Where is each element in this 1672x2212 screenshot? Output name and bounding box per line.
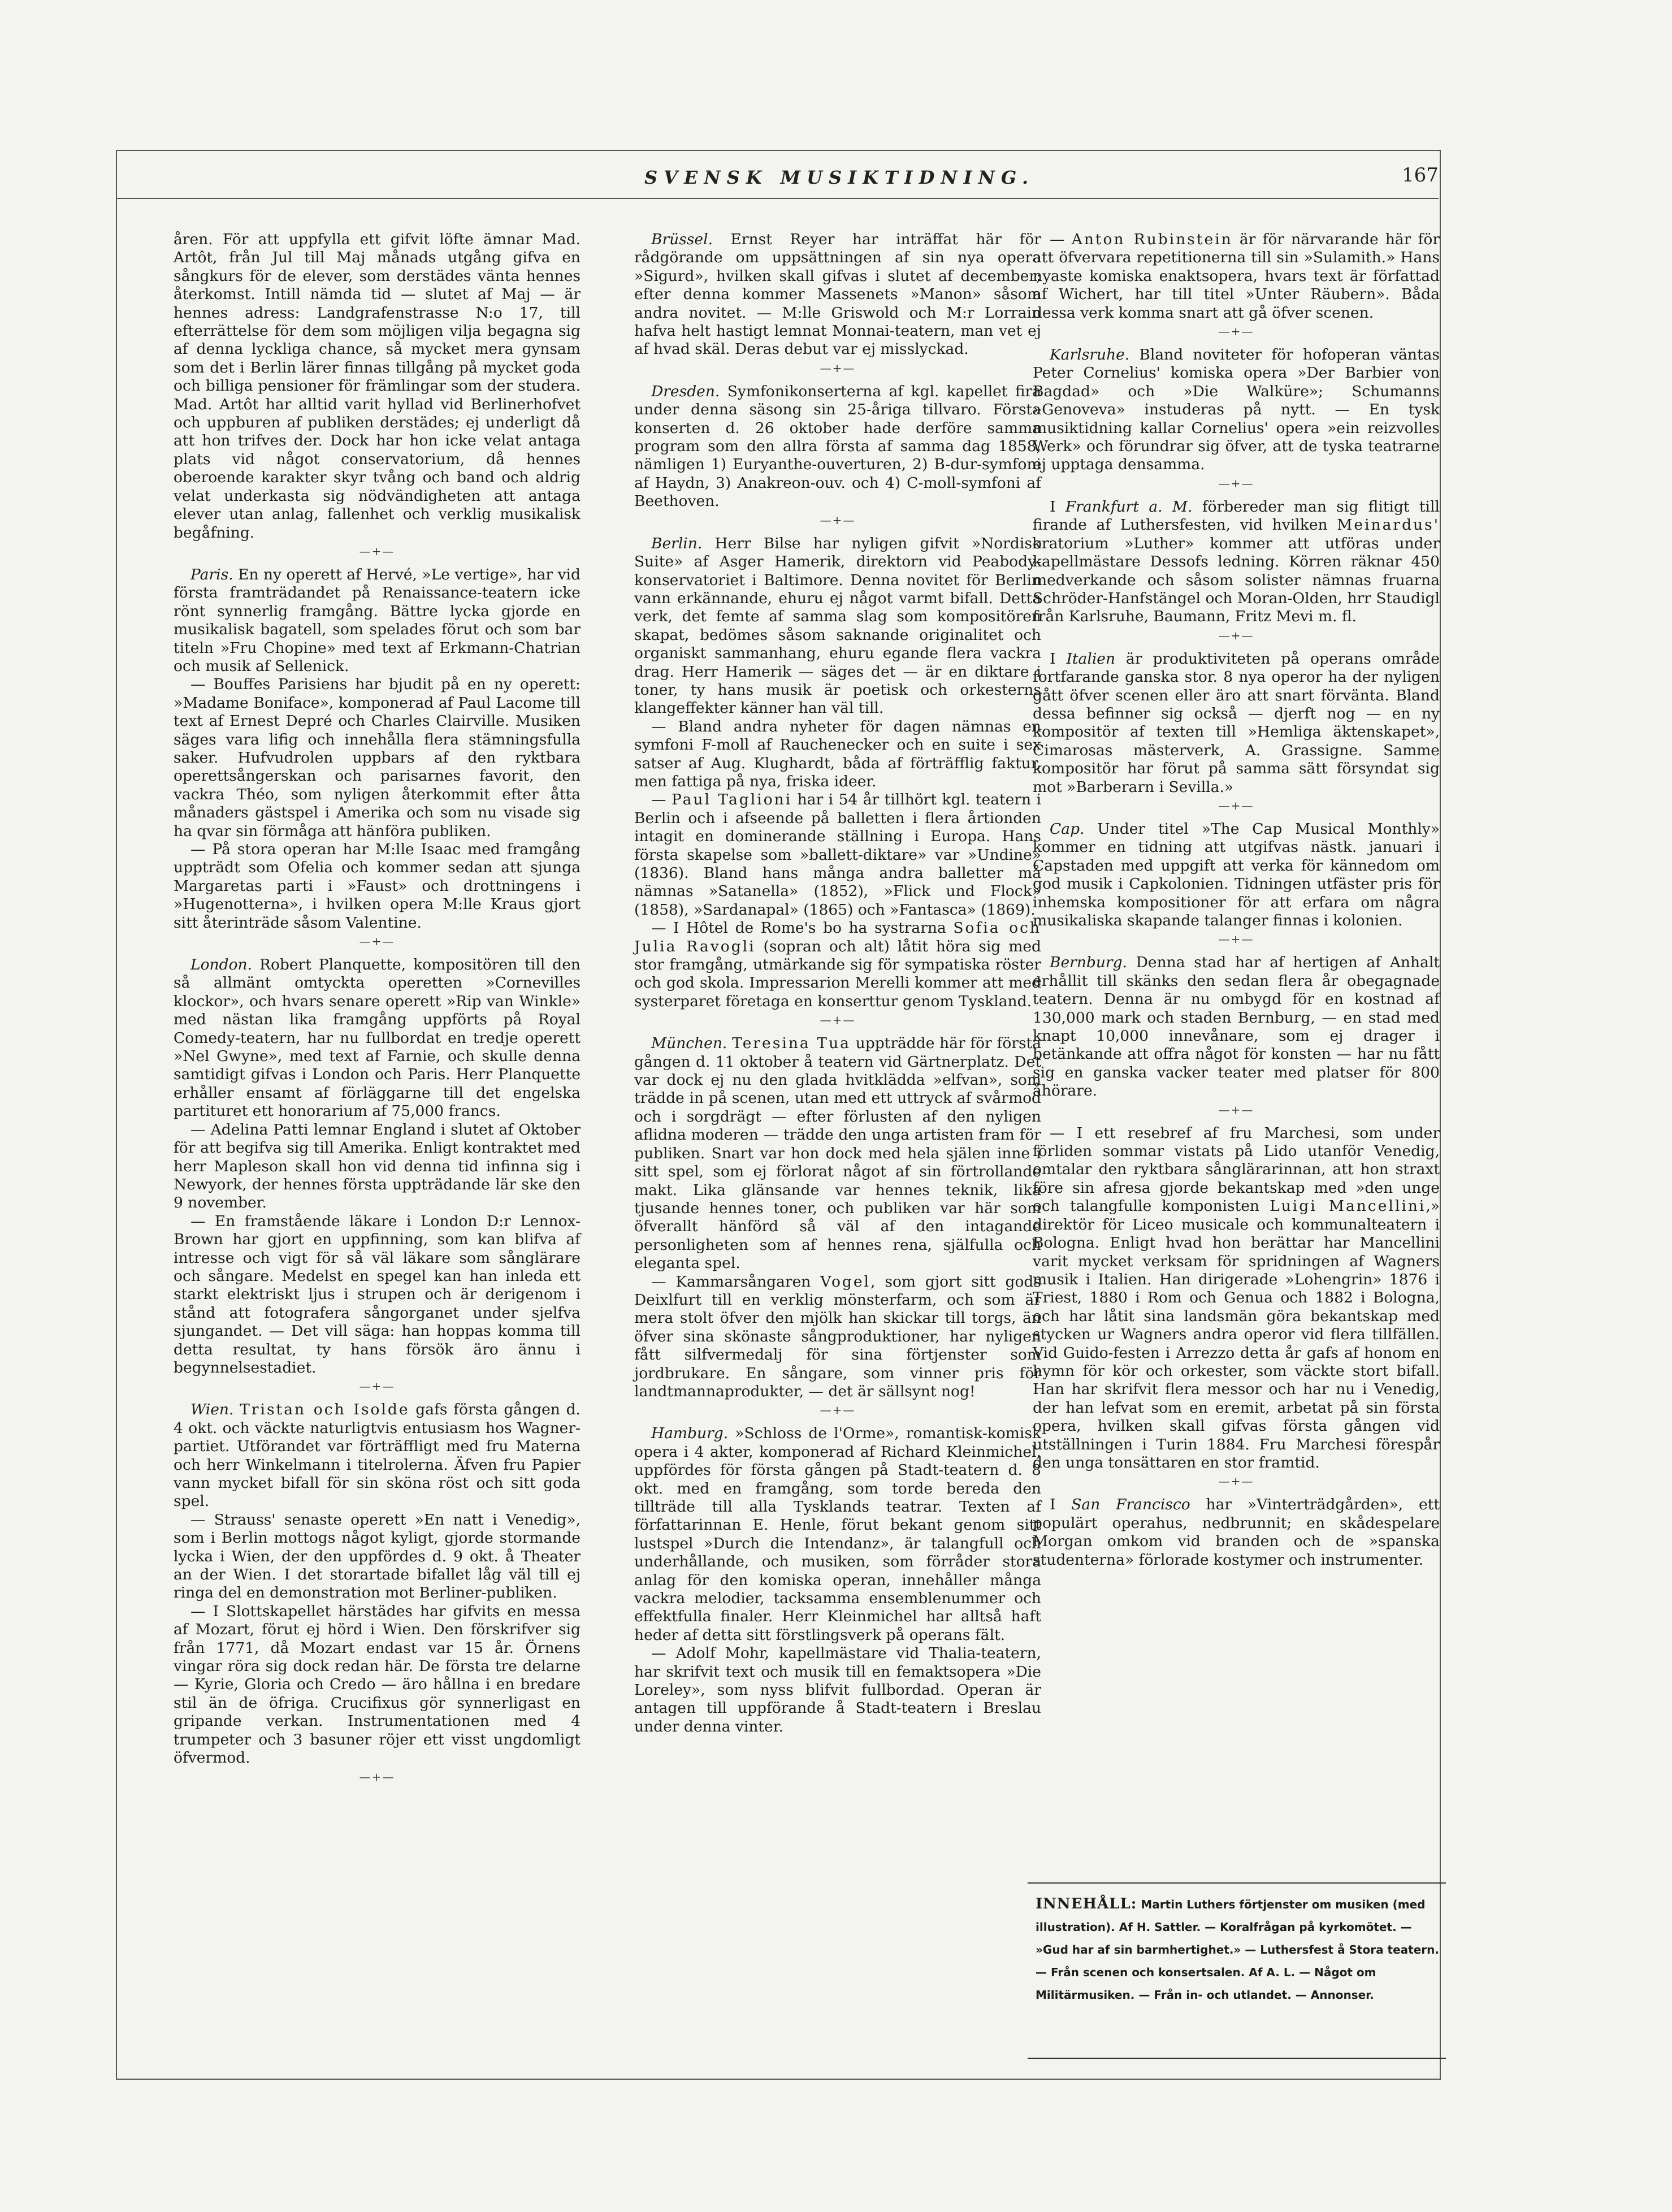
separator: —+— [359, 1769, 395, 1784]
separator: —+— [1218, 476, 1254, 490]
article-lakare: — En framstående läkare i London D:r Lennox-Brown har gjort en uppfinning, som kan blifva af intresse och vigt för så väl läkare som sånglärare och sångare. Medelst en spegel kan han inleda ett starkt elektriskt ljus i strupen och är derigenom i stånd att fotografera sångorganet under sjelfva sjungandet. — Det vill säga: han hoppas komma till detta resultat, ty hans försök äro ännu i begynnelsestadiet. [174, 1212, 581, 1376]
column-2 [634, 231, 1041, 1736]
article-hamburg: Hamburg. »Schloss de l'Orme», romantisk-komisk opera i 4 akter, komponerad af Richard Kleinmichel, uppfördes för första gången på Stadt-teatern d. 8 okt. med en framgång, som torde bereda den tillträde till alla Tysklands teatrar. Texten af författarinnan E. Henle, förut bekant genom sitt lustspel »Durch die Intendanz», är talangfull och underhållande, och musiken, som förråder stora anlag för den komiska operan, innehåller många vackra melodier, tacksamma ensemblenummer och effektfulla finaler. Herr Kleinmichel har alltså haft heder af detta sitt förstlingsverk på operans fält. [634, 1425, 1041, 1644]
contents-heading: INNEHÅLL: [1036, 1895, 1137, 1912]
article-italien: I Italien är produktiviteten på operans område fortfarande ganska stor. 8 nya operor ha der nyligen gått öfver scenen eller äro att snart förvänta. Bland dessa befinner sig också — djerft nog — en ny kompositör af texten till »Hemliga äktenskapet», Cimarosas mästerverk, A. Grassigne. Samme kompositör har förut på samma sätt försyndat sig mot »Barberarn i Sevilla.» [1033, 650, 1440, 796]
column-3 [1033, 231, 1440, 1569]
contents-list: Martin Luthers förtjenster om musiken (med illustration). Af H. Sattler. — Koralfrågan på kyrkomötet. — »Gud har af sin barmhertighet.» — Luthersfest å Stora teatern. — Från scenen och konsertsalen. Af A. L. — Något om Militärmusiken. — Från in- och utlandet. — Annonser. [1036, 1898, 1439, 2002]
separator: —+— [1218, 324, 1254, 339]
page-number: 167 [1402, 164, 1439, 187]
place-heading: Dresden. [651, 382, 720, 400]
separator: —+— [359, 544, 395, 558]
separator: —+— [1218, 628, 1254, 642]
article-berlin: Berlin. Herr Bilse har nyligen gifvit »Nordisk Suite» af Asger Hamerik, direktorn vid Peabody-konservatoriet i Baltimore. Denna novitet för Berlin vann erkännande, ehuru ej något varmt bifall. Detta verk, det femte af samma slag som kompositören skapat, bedömes såsom saknande originalitet och organiskt sammanhang, ehuru egande flera vackra drag. Herr Hamerik — säges det — är en diktare i toner, ty hans musik är poetisk och orkesterns klangeffekter känner han väl till. [634, 534, 1041, 717]
article-paris: Paris. En ny operett af Hervé, »Le vertige», har vid första framträdandet på Renaissance-teatern icke rönt synnerlig framgång. Bättre lycka gjorde en musikalisk bagatell, som spelades förut och som bar titeln »Fru Chopine» med text af Erkmann-Chatrian och musik af Sellenick. [174, 565, 581, 675]
article-karlsruhe: Karlsruhe. Bland noviteter för hofoperan väntas Peter Cornelius' komiska opera »Der Barbier von Bagdad» och »Die Walküre»; Schumanns »Genoveva» instuderas på nytt. — En tysk musiktidning kallar Cornelius' opera »ein reizvolles Werk» och förundrar sig öfver, att de tyska teatrarne ej upptaga densamma. [1033, 346, 1440, 474]
article-san-francisco: I San Francisco har »Vinterträdgården», ett populärt operahus, nedbrunnit; en skådespelare Morgan omkom vid branden och de »spanska studenterna» förlorade kostymer och instrumenter. [1033, 1496, 1440, 1569]
place-heading: Karlsruhe. [1050, 346, 1130, 364]
article-bland: — Bland andra nyheter för dagen nämnas en symfoni F-moll af Rauchenecker och en suite i sex satser af Aug. Klughardt, båda af förträfflig faktur, men fattiga på nya, friska ideer. [634, 717, 1041, 790]
column-1 [174, 231, 581, 1791]
table-of-contents [1028, 1882, 1446, 2059]
place-heading: Frankfurt a. M. [1065, 497, 1193, 516]
place-heading: Wien. [190, 1401, 234, 1419]
place-heading: Italien [1066, 650, 1116, 668]
place-heading: Bernburg. [1050, 954, 1127, 972]
article-artot: åren. För att uppfylla ett gifvit löfte ämnar Mad. Artôt, från Jul till Maj månads utgång gifva en sångkurs för de elever, som derstädes vänta hennes återkomst. Intill nämda tid — slutet af Maj — är hennes adress: Landgrafenstrasse N:o 17, till efterrättelse för dem som möjligen vilja begagna sig af denna lyckliga chance, så mycket mera gynsam som det i Berlin lärer finnas tillgång på mycket goda och billiga pensioner för främlingar som der studera. Mad. Artôt har alltid varit hyllad vid Berlinerhofvet och uppburen af publiken derstädes; ej underligt då att hon trifves der. Dock har hon icke velat antaga plats vid något conservatorium, då hennes oberoende karakter skyr tvång och band och aldrig velat underkasta sig nödvändigheten att antaga elever utan anlag, fallenhet och verklig musikalisk begåfning. [174, 231, 581, 542]
article-brussel: Brüssel. Ernst Reyer har inträffat här för rådgörande om uppsättningen af sin nya opera »Sigurd», hvilken skall gifvas i slutet af december; efter denna kommer Massenets »Manon» såsom andra novitet. — M:lle Griswold och M:r Lorrain hafva helt hastigt lemnat Monnai-teatern, man vet ej af hvad skäl. Deras debut var ej misslyckad. [634, 231, 1041, 358]
article-munchen: München. Teresina Tua uppträdde här för första gången d. 11 oktober å teatern vid Gärtnerplatz. Det var dock ej nu den glada hvitklädda »elfvan», som trädde in på scenen, utan med ett uttryck af svårmod och i sorgdrägt — efter förlusten af den nyligen aflidna moderen — trädde den unga artisten fram för publiken. Snart var hon dock med hela själen inne i sitt spel, som ej förlorat något af sin förtrollande makt. Lika glänsande var hennes teknik, lika tjusande hennes toner, och publiken var här som öfverallt hänförd så väl af den intagande personligheten som af hennes rena, själfulla och eleganta spel. [634, 1034, 1041, 1272]
separator: —+— [1218, 1102, 1254, 1116]
article-bernburg: Bernburg. Denna stad har af hertigen af Anhalt erhållit till skänks den sedan flera år obegagnade teatern. Denna är nu ombygd för en kostnad af 130,000 mark och staden Bernburg, — en stad med knapt 10,000 innevånare, som ej drager i betänkande att offra något för konsten — har nu fått sig en ganska vacker teater med platser för 800 åhörare. [1033, 954, 1440, 1100]
separator: —+— [1218, 932, 1254, 946]
header-rule [116, 198, 1439, 199]
separator: —+— [820, 1403, 856, 1417]
article-patti: — Adelina Patti lemnar England i slutet af Oktober för att begifva sig till Amerika. Enligt kontraktet med herr Mapleson skall hon vid denna tid infinna sig i Newyork, der hennes första uppträdande lär ske den 9 november. [174, 1120, 581, 1212]
article-stora-operan: — På stora operan har M:lle Isaac med framgång uppträdt som Ofelia och kommer sedan att sjunga Margaretas parti i »Faust» och drottningens i »Hugenotterna», i hvilken opera M:lle Kraus gjort sitt återinträde såsom Valentine. [174, 841, 581, 932]
place-heading: Paris. [190, 565, 233, 583]
article-dresden: Dresden. Symfonikonserterna af kgl. kapellet fira under denna säsong sin 25-åriga tillvaro. Första konserten d. 26 oktober hade derföre samma program som den allra första af samma dag 1858, nämligen 1) Euryanthe-ouverturen, 2) B-dur-symfoni af Haydn, 3) Anakreon-ouv. och 4) C-moll-symfoni af Beethoven. [634, 382, 1041, 510]
article-slottskapellet: — I Slottskapellet härstädes har gifvits en messa af Mozart, förut ej hörd i Wien. Den förskrifver sig från 1771, då Mozart endast var 15 år. Örnens vingar röra sig dock redan här. De första tre delarne — Kyrie, Gloria och Credo — äro hållna i en bredare stil än de öfriga. Crucifixus gör synnerligast en gripande verkan. Instrumentationen med 4 trumpeter och 3 basuner röjer ett visst ungdomligt öfvermod. [174, 1602, 581, 1767]
place-heading: Berlin. [651, 534, 703, 552]
article-marchesi: — I ett resebref af fru Marchesi, som under förliden sommar vistats på Lido utanför Venedig, omtalar den ryktbara sånglärarinnan, att hon straxt före sin afresa gjorde bekantskap med »den unge och talangfulle komponisten Luigi Mancellini,» direktör för Liceo musicale och kommunalteatern i Bologna. Enligt hvad hon berättar har Mancellini varit mycket verksam för spridningen af Wagners musik i Italien. Han dirigerade »Lohengrin» 1876 i Triest, 1880 i Rom och Genua och 1882 i Bologna, och har låtit sina landsmän göra bekantskap med stycken ur Wagners andra operor vid flera tillfällen. Vid Guido-festen i Arrezzo detta år gafs af honom en hymn för kör och orkester, som väckte stort bifall. Han har skrifvit flera messor och har nu i Venedig, der han lefvat som en eremit, arbetat på sin första opera, hvilken skall gifvas första gången vid utställningen i Turin 1884. Fru Marchesi förespår den unga tonsättaren en stor framtid. [1033, 1124, 1440, 1471]
place-heading: München. [651, 1034, 727, 1053]
place-heading: Brüssel. [651, 231, 713, 248]
article-frankfurt: I Frankfurt a. M. förbereder man sig flitigt till firande af Luthersfesten, vid hvilken Meinardus' oratorium »Luther» kommer att utföras under kapellmästare Dessofs ledning. Körren räknar 450 medverkande och såsom solister nämnas fruarna Schröder-Hanfstängel och Moran-Olden, hrr Staudigl från Karlsruhe, Baumann, Fritz Mevi m. fl. [1033, 497, 1440, 626]
article-rubinstein: — Anton Rubinstein är för närvarande här för att öfvervara repetitionerna till sin »Sulamith.» Hans nyaste komiska enaktsopera, hvars text är författad af Wichert, har till titel »Unter Räubern». Båda dessa verk komma snart att gå öfver scenen. [1033, 231, 1440, 322]
separator: —+— [820, 1013, 856, 1027]
article-strauss: — Strauss' senaste operett »En natt i Venedig», som i Berlin mottogs något kyligt, gjorde stormande lycka i Wien, der den uppfördes d. 9 okt. å Theater an der Wien. I det storartade bifallet låg väl till ej ringa del en demonstration mot Berliner-publiken. [174, 1510, 581, 1602]
separator: —+— [359, 934, 395, 949]
article-bouffes: — Bouffes Parisiens har bjudit på en ny operett: »Madame Boniface», komponerad af Paul Lacome till text af Ernest Depré och Charles Clairville. Musiken säges vara lifig och innehålla flera stämningsfulla saker. Hufvudrolen uppbars af den ryktbara operettsångerskan och parisarnes favorit, den vackra Théo, som nyligen återkommit efter åtta månaders gästspel i Amerika och som nu visade sig ha qvar sin förmåga att hänföra publiken. [174, 676, 581, 840]
journal-title: SVENSK MUSIKTIDNING. [644, 167, 1035, 188]
separator: —+— [1218, 798, 1254, 812]
article-ravogli: — I Hôtel de Rome's bo ha systrarna Sofia och Julia Ravogli (sopran och alt) låtit höra sig med stor framgång, utmärkande sig för sympatiska röster och god skola. Impressarion Merelli kommer att med systerparet företaga en konserttur genom Tyskland. [634, 919, 1041, 1010]
article-london: London. Robert Planquette, kompositören till den så allmänt omtyckta operetten »Cornevilles klockor», och hvars senare operett »Rip van Winkle» med nästan lika framgång uppförts på Royal Comedy-teatern, har nu fullbordat en tredje operett »Nel Gwyne», med text af Farnie, och skulle denna samtidigt gifvas i London och Paris. Herr Planquette erhåller ensamt af förläggarne till det engelska partituret ett honorarium af 75,000 francs. [174, 956, 581, 1120]
separator: —+— [359, 1379, 395, 1393]
article-vogel: — Kammarsångaren Vogel, som gjort sitt gods Deixlfurt till en verklig mönsterfarm, och som är mera stolt öfver den mjölk han skickar till torgs, än öfver sina skönaste sångproduktioner, har nyligen fått silfvermedalj för sina förtjenster som jordbrukare. En sångare, som vinner pris för landtmannaprodukter, — det är sällsynt nog! [634, 1272, 1041, 1400]
separator: —+— [820, 513, 856, 527]
article-wien: Wien. Tristan och Isolde gafs första gången d. 4 okt. och väckte naturligtvis entusiasm hos Wagner-partiet. Utförandet var förträffligt med fru Materna och herr Winkelmann i titelrolerna. Äfven fru Papier vann mycket bifall för sin sköna röst och sitt goda spel. [174, 1401, 581, 1510]
place-heading: San Francisco [1071, 1496, 1190, 1514]
article-cap: Cap. Under titel »The Cap Musical Monthly» kommer en tidning att utgifvas nästk. januari i Capstaden med uppgift att verka för kännedom om god musik i Capkolonien. Tidningen utfäster pris för inhemska kompositioner för att erfara om några musikaliska skapande talanger finnas i kolonien. [1033, 820, 1440, 929]
article-mohr: — Adolf Mohr, kapellmästare vid Thalia-teatern, har skrifvit text och musik till en femaktsopera »Die Loreley», som nyss blifvit fullbordad. Operan är antagen till uppförande å Stadt-teatern i Breslau under denna vinter. [634, 1644, 1041, 1735]
separator: —+— [820, 361, 856, 375]
place-heading: London. [190, 956, 253, 974]
place-heading: Cap. [1050, 820, 1085, 838]
separator: —+— [1218, 1474, 1254, 1488]
place-heading: Hamburg. [651, 1425, 729, 1443]
article-taglioni: — Paul Taglioni har i 54 år tillhört kgl. teatern i Berlin och i afseende på balletten i flera årtionden intagit en dominerande ställning i Europa. Hans första skapelse som »ballett-diktare» var »Undine» (1836). Bland hans många andra balletter må nämnas »Satanella» (1852), »Flick und Flock» (1858), »Sardanapal» (1865) och »Fantasca» (1869). [634, 791, 1041, 919]
